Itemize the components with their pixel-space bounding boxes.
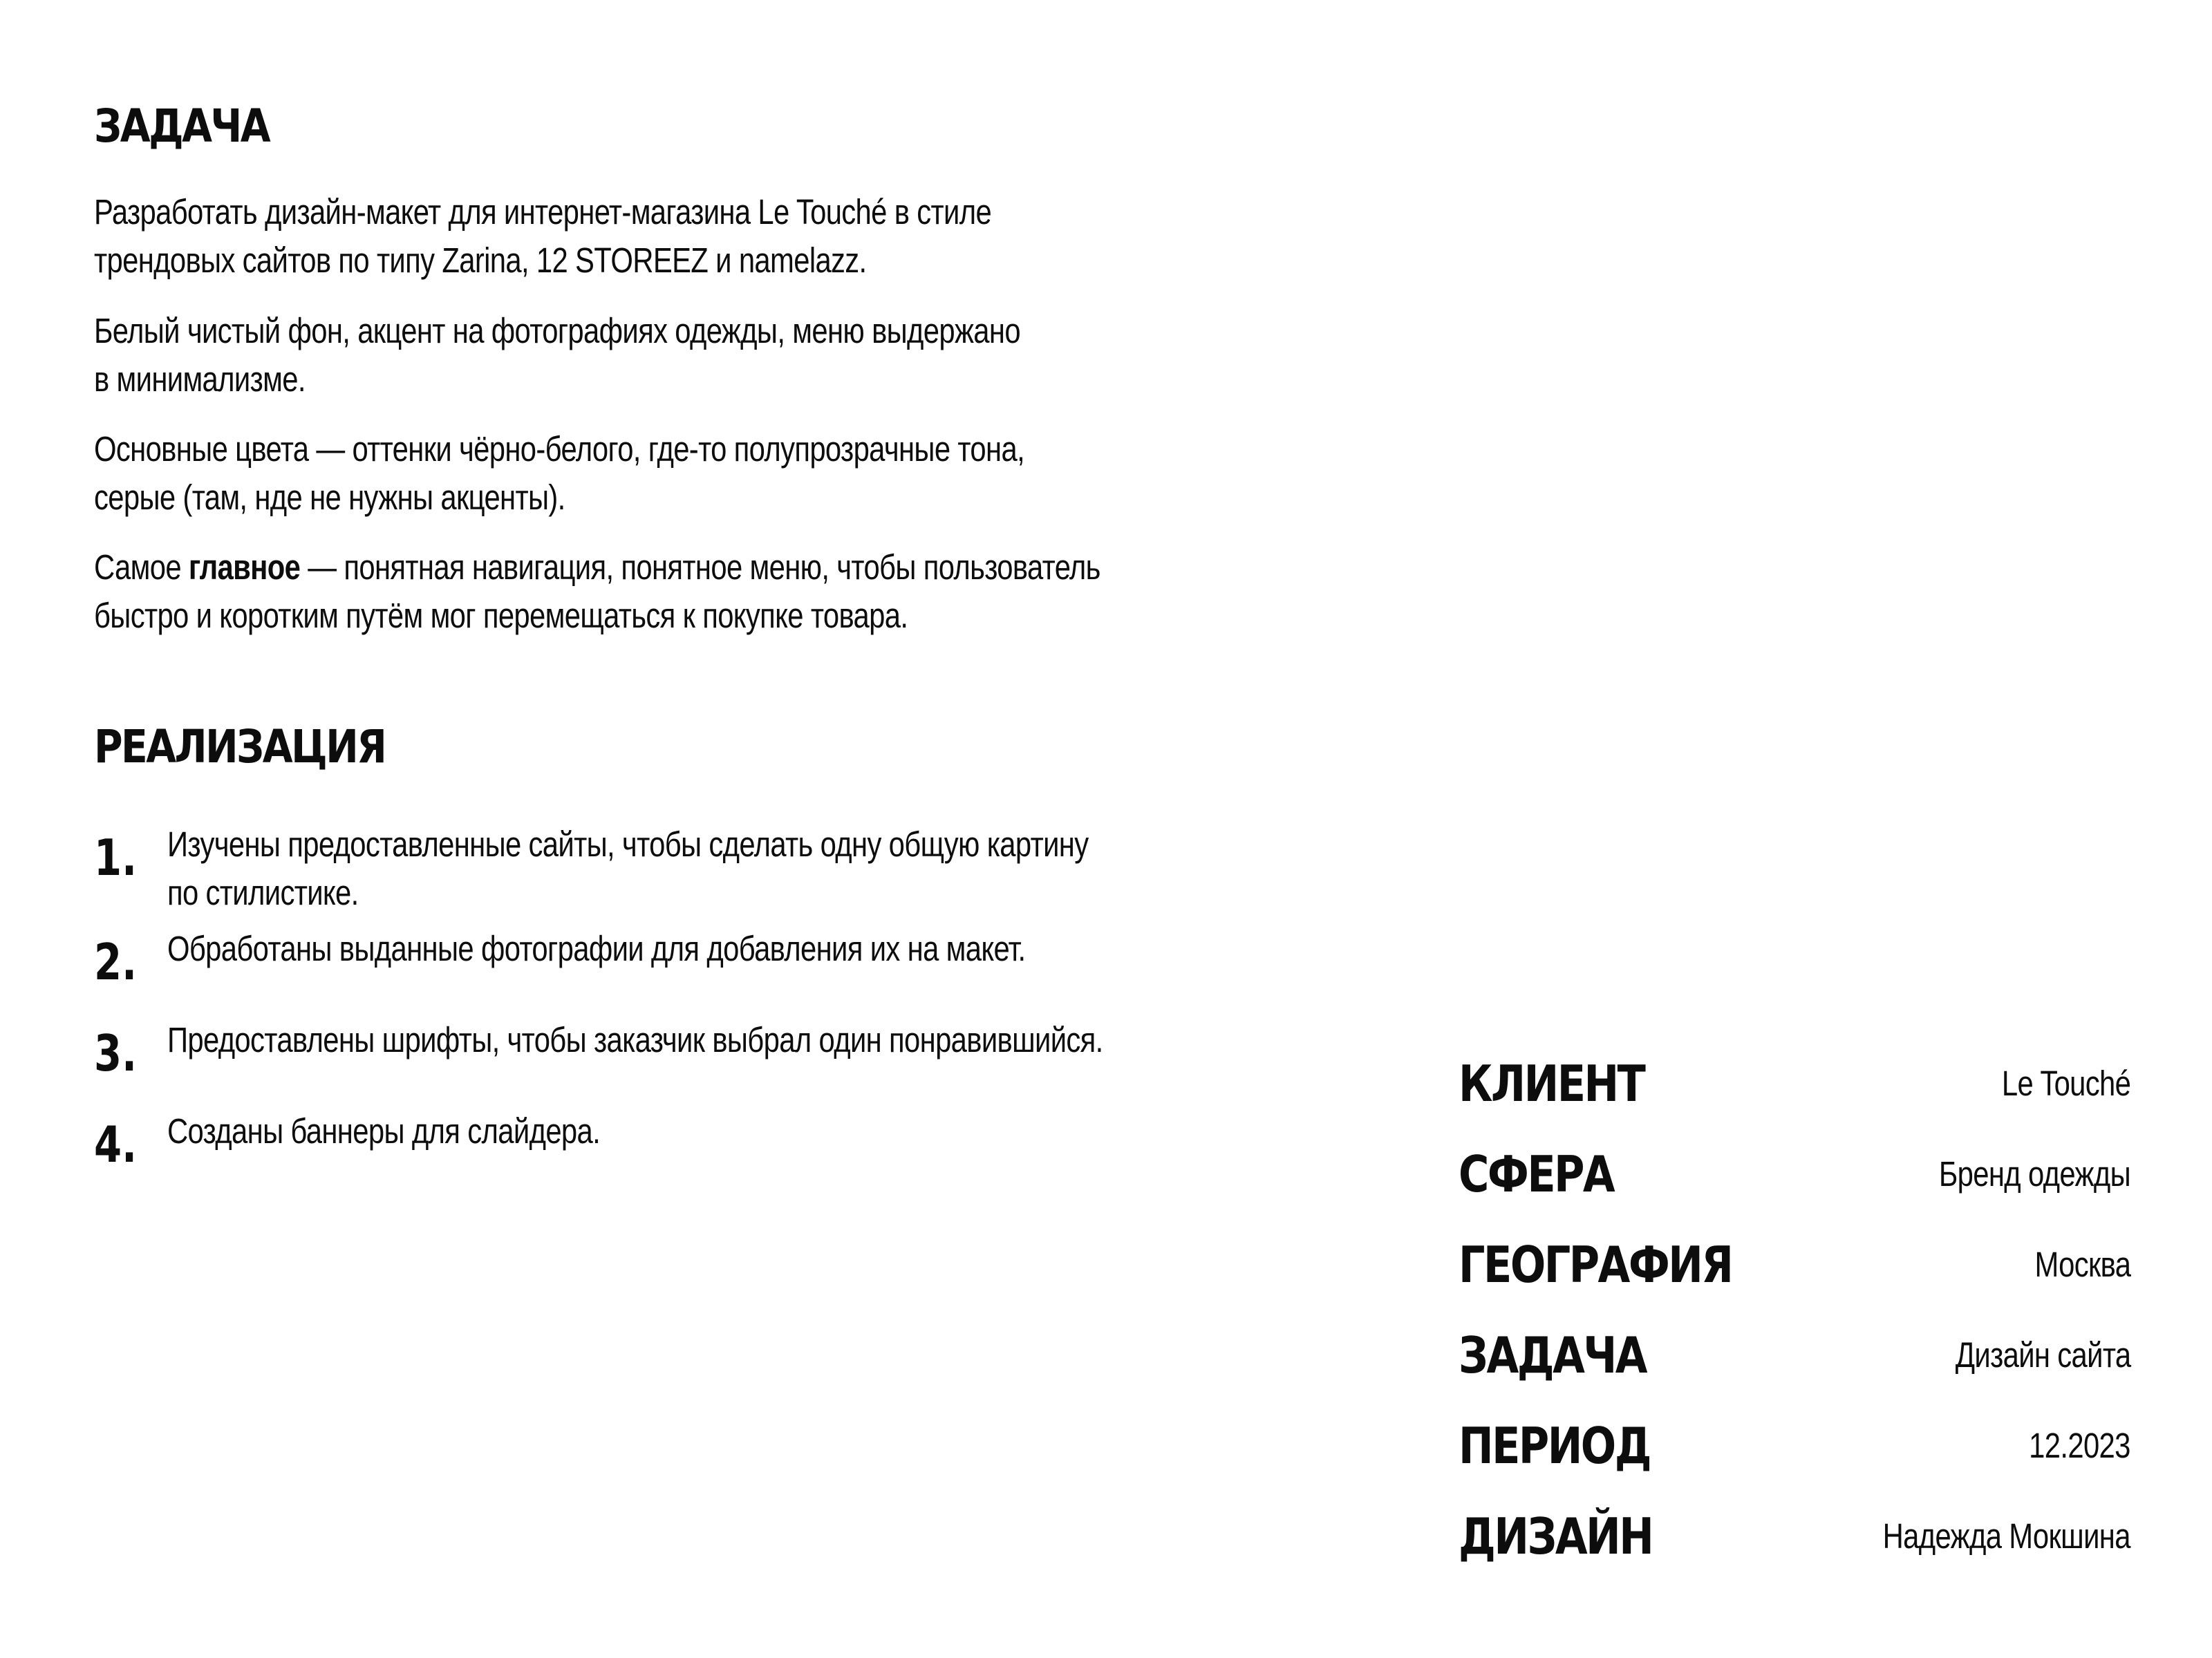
step-number: 2. — [94, 933, 137, 991]
step-text-line: по стилистике. — [167, 873, 359, 912]
info-row-sphere — [1459, 1145, 2130, 1212]
task-paragraph-line: трендовых сайтов по типу Zarina, 12 STOREEZ и namelazz. — [94, 241, 867, 280]
info-value: Москва — [2034, 1245, 2130, 1284]
task-paragraph-line: быстро и коротким путём мог перемещаться к покупке товара. — [94, 596, 908, 635]
task-paragraph-line — [94, 543, 1100, 592]
info-row-period — [1459, 1417, 2130, 1483]
step-number: 1. — [94, 829, 137, 887]
info-label: ЗАДАЧА — [1459, 1326, 1647, 1384]
step-text — [167, 925, 1025, 973]
step-text-line: Обработаны выданные фотографии для добавления их на макет. — [167, 929, 1026, 968]
info-value: Дизайн сайта — [1955, 1335, 2130, 1375]
step-number: 4. — [94, 1115, 137, 1174]
task-paragraph-line: в минимализме. — [94, 359, 306, 399]
text-suffix: — понятная навигация, понятное меню, чтобы пользователь — [300, 547, 1100, 587]
info-row-client — [1459, 1055, 2130, 1121]
info-label: ПЕРИОД — [1459, 1417, 1651, 1475]
step-text — [167, 1107, 600, 1156]
info-row-task — [1459, 1326, 2130, 1393]
task-paragraph-goal — [94, 188, 991, 285]
task-paragraph-line: серые (там, нде не нужны акценты). — [94, 478, 565, 517]
implementation-heading: РЕАЛИЗАЦИЯ — [94, 720, 386, 773]
task-paragraph-navigation — [94, 543, 1100, 640]
info-value: Бренд одежды — [1938, 1154, 2130, 1194]
info-value: Надежда Мокшина — [1882, 1516, 2130, 1556]
info-value: Le Touché — [2001, 1064, 2130, 1103]
info-value: 12.2023 — [2029, 1426, 2130, 1465]
task-paragraph-line: Основные цвета — оттенки чёрно-белого, где-то полупрозрачные тона, — [94, 429, 1025, 469]
info-label: СФЕРА — [1459, 1145, 1614, 1203]
task-heading: ЗАДАЧА — [94, 100, 270, 153]
step-number: 3. — [94, 1024, 137, 1082]
task-paragraph-style — [94, 307, 1020, 404]
task-paragraph-colors — [94, 425, 1024, 522]
step-text-line: Изучены предоставленные сайты, чтобы сделать одну общую картину — [167, 825, 1089, 864]
info-label: ГЕОГРАФИЯ — [1459, 1236, 1732, 1294]
step-text — [167, 820, 1088, 917]
step-text-line: Предоставлены шрифты, чтобы заказчик выбрал один понравившийся. — [167, 1020, 1103, 1059]
step-text — [167, 1016, 1103, 1064]
info-label: КЛИЕНТ — [1459, 1055, 1644, 1113]
info-row-geography — [1459, 1236, 2130, 1302]
info-row-design — [1459, 1507, 2130, 1574]
step-text-line: Созданы баннеры для слайдера. — [167, 1111, 601, 1151]
task-paragraph-line: Белый чистый фон, акцент на фотографиях одежды, меню выдержано — [94, 311, 1020, 350]
info-label: ДИЗАЙН — [1459, 1507, 1653, 1565]
emphasis-text: главное — [188, 547, 301, 587]
task-paragraph-line: Разработать дизайн-макет для интернет-магазина Le Touché в стиле — [94, 192, 992, 232]
text-prefix: Самое — [94, 547, 189, 587]
